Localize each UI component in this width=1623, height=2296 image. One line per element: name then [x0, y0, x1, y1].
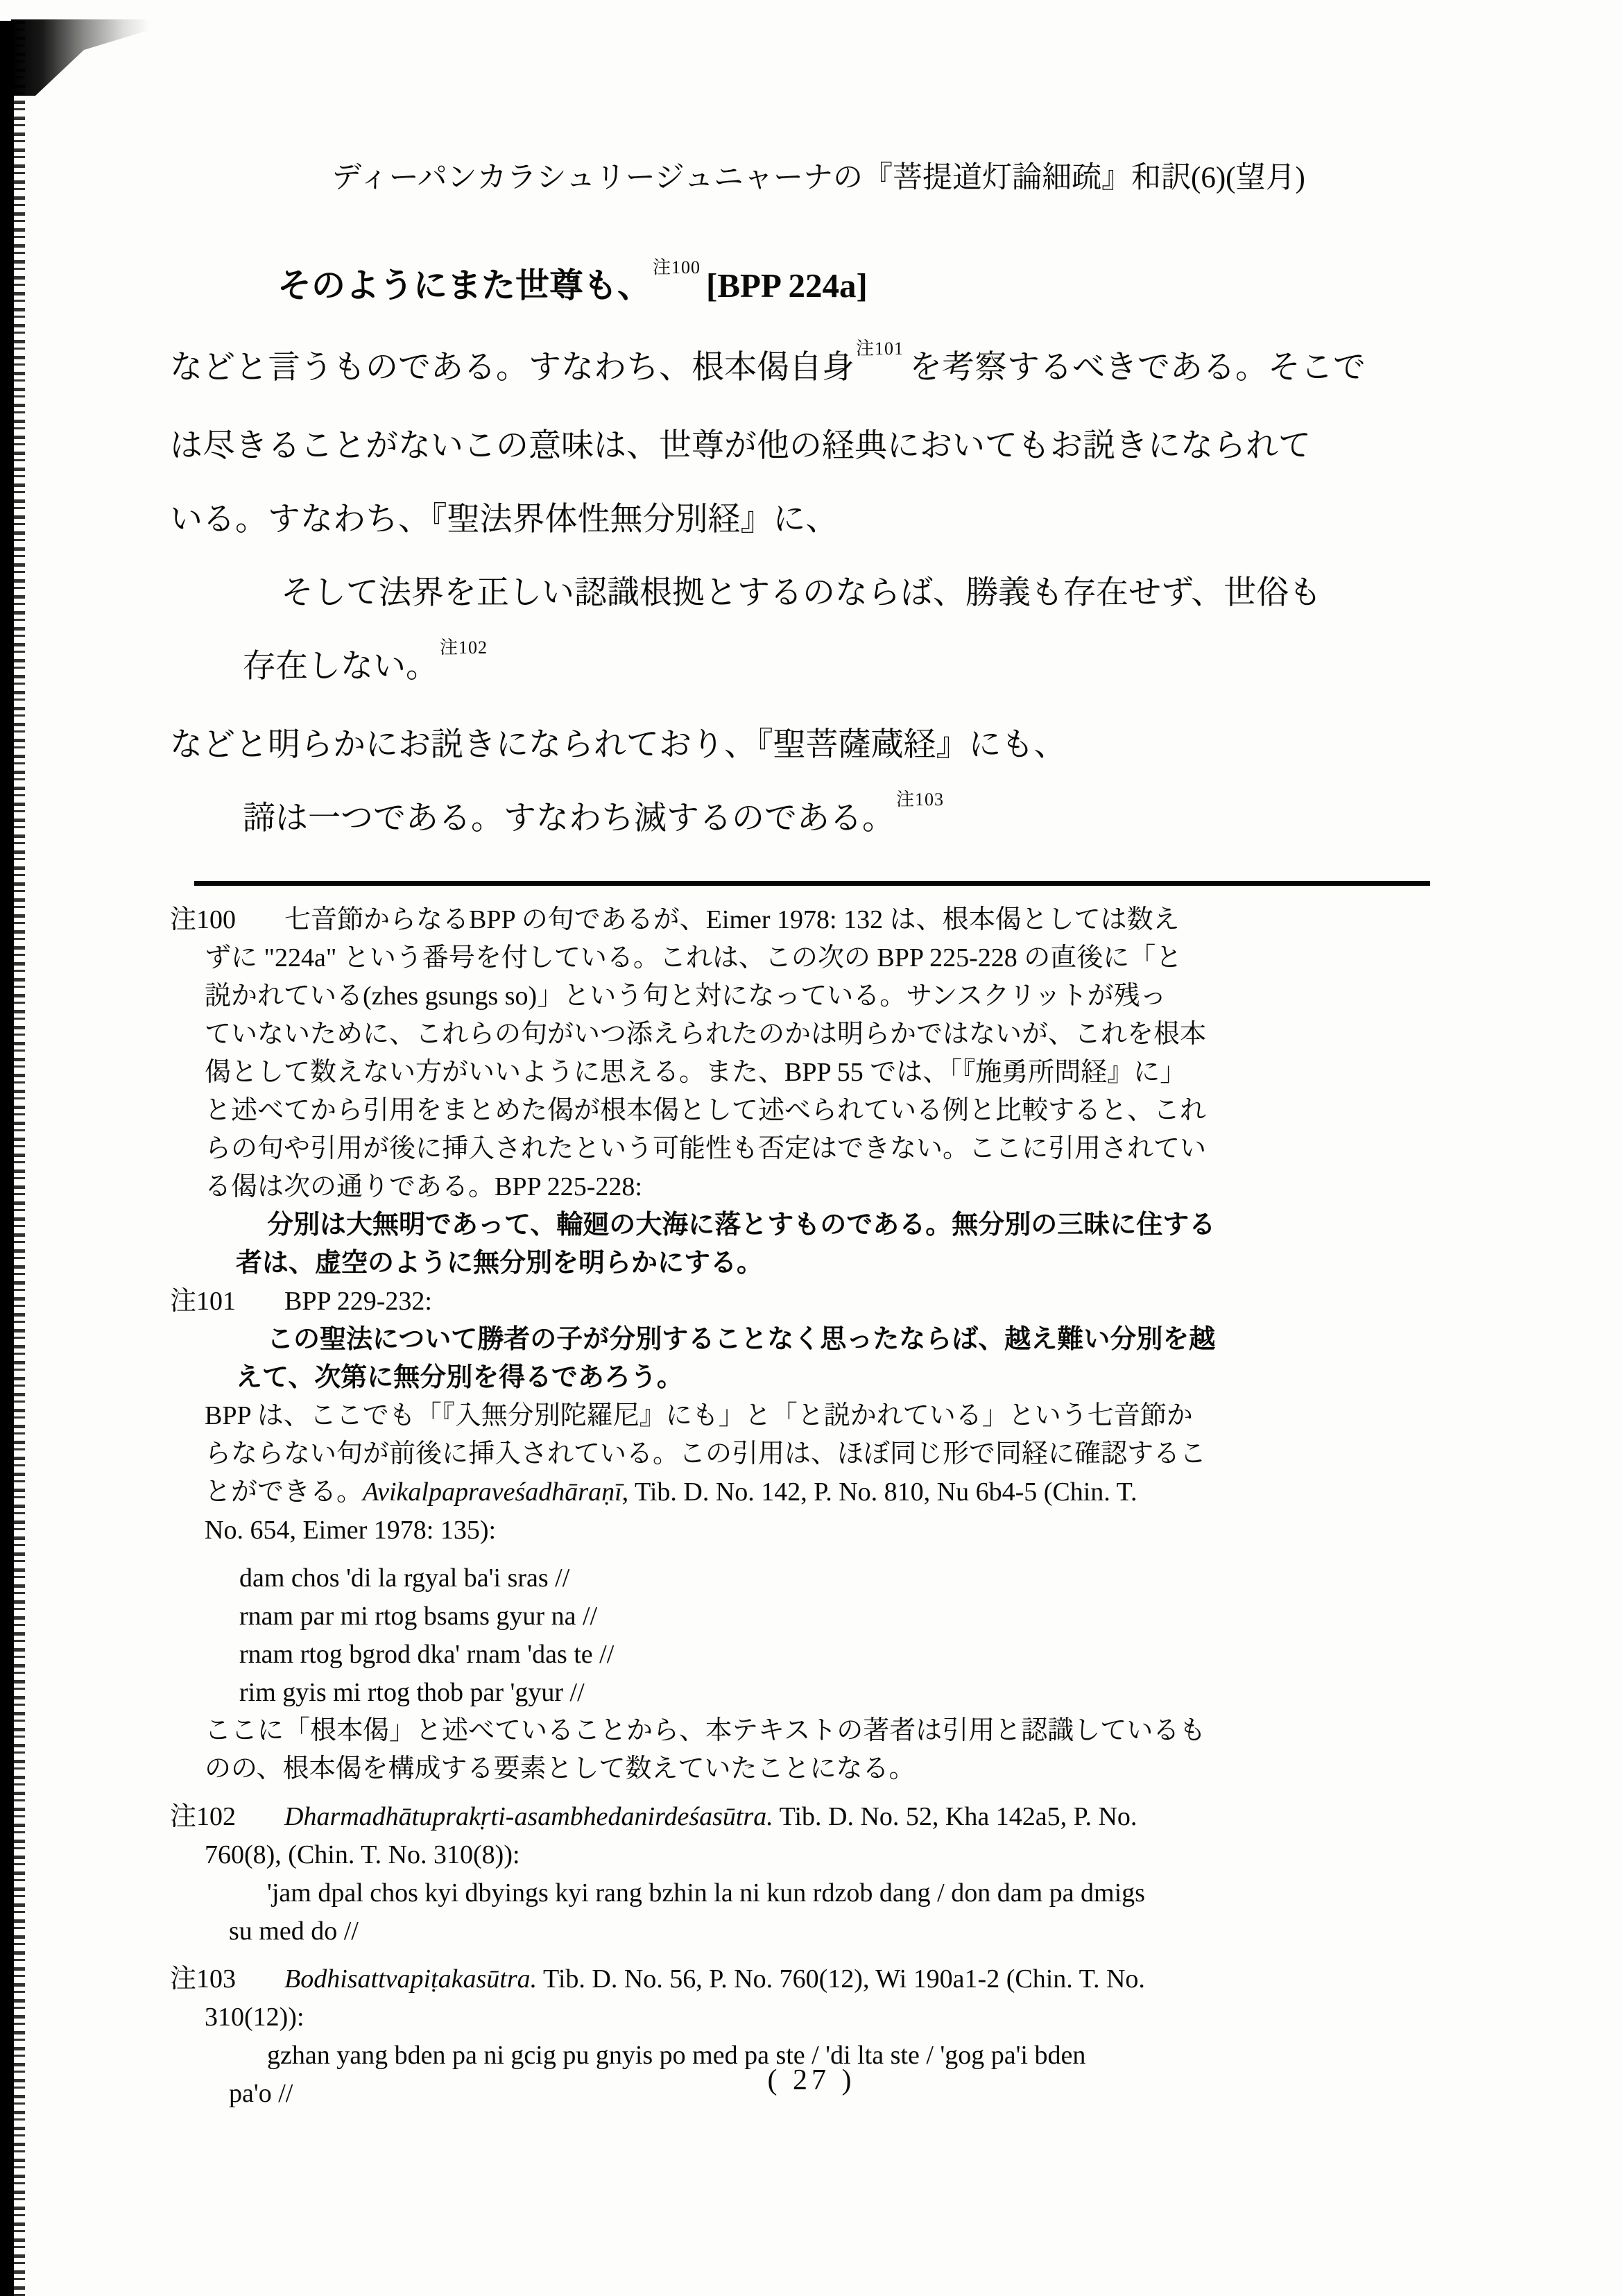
- footnote-text-line: 760(8), (Chin. T. No. 310(8)):: [205, 1840, 520, 1869]
- footnote-text-line: ていないために、これらの句がいつ添えられたのかは明らかではないが、これを根本: [205, 1020, 1207, 1049]
- footnote-verse-quote: この聖法について勝者の子が分別することなく思ったならば、越え難い分別を越: [267, 1325, 1216, 1354]
- footnote-text-line: 偈として数えない方がいいように思える。また、BPP 55 では、「『施勇所問経』に」: [205, 1058, 1187, 1087]
- footnote-103: [170, 1960, 1467, 1998]
- footnote-text-line: 説かれている(zhes gsungs so)」という句と対になっている。サンスクリットが残っ: [205, 982, 1167, 1011]
- footnote-label: 注102: [170, 1802, 237, 1831]
- block-quote-1: [170, 556, 1467, 708]
- page-content: [170, 0, 1467, 2113]
- quote-line: [243, 630, 1467, 708]
- page-number: ( 27 ): [767, 2064, 856, 2096]
- quote-line: そして法界を正しい認識根拠とするのならば、勝義も存在せず、世俗も: [281, 575, 1322, 611]
- footnote-102-verse-continuation: [170, 1912, 1467, 1951]
- footnote-100-continuation: [170, 939, 1467, 1206]
- running-header: ディーパンカラシュリージュニャーナの『菩提道灯論細疏』和訳(6)(望月): [332, 162, 1305, 194]
- footnote-100: [170, 901, 1467, 939]
- tibetan-verse-line: dam chos 'di la rgyal ba'i sras //: [239, 1563, 570, 1593]
- sanskrit-title: Dharmadhātuprakṛti-asambhedanirdeśasūtra.: [284, 1802, 773, 1831]
- heading-citation: [BPP 224a]: [706, 266, 868, 305]
- tibetan-prose-line: su med do //: [229, 1917, 359, 1946]
- footnote-101-quote-continuation: [170, 1359, 1467, 1397]
- footnote-ref-102: 注102: [440, 637, 488, 658]
- tibetan-prose-line: 'jam dpal chos kyi dbyings kyi rang bzhin la ni kun rdzob dang / don dam pa dmigs: [267, 1878, 1145, 1908]
- footnote-text: Tib. D. No. 52, Kha 142a5, P. No.: [773, 1802, 1137, 1831]
- tibetan-verse-line: rim gyis mi rtog thob par 'gyur //: [239, 1678, 585, 1707]
- sanskrit-title: Avikalpapraveśadhāraṇī: [363, 1477, 622, 1507]
- scan-noise-artifact: [11, 19, 184, 96]
- footnote-text-line: と述べてから引用をまとめた偈が根本偈として述べられている例と比較すると、これ: [205, 1096, 1207, 1125]
- section-heading: [277, 259, 1467, 307]
- block-quote-2: [243, 782, 1467, 860]
- footnote-text-line: のの、根本偈を構成する要素として数えていたことになる。: [205, 1754, 916, 1783]
- body-text: などと言うものである。すなわち、根本偈自身: [170, 350, 855, 386]
- footnote-text-line: 310(12)):: [205, 2003, 304, 2032]
- footnote-ref-103: 注103: [896, 789, 945, 809]
- footnote-text-line: る偈は次の通りである。BPP 225-228:: [205, 1172, 642, 1201]
- footnote-text-line: BPP は、ここでも「『入無分別陀羅尼』にも」と「と説かれている」という七音節か: [205, 1401, 1193, 1430]
- sanskrit-title: Bodhisattvapiṭakasūtra.: [284, 1964, 538, 1994]
- footnote-101-tibetan-verse: [170, 1559, 1467, 1712]
- body-line: いる。すなわち、『聖法界体性無分別経』に、: [170, 502, 839, 538]
- heading-text: そのようにまた世尊も、: [277, 266, 652, 305]
- tibetan-verse-line: rnam rtog bgrod dka' rnam 'das te //: [239, 1640, 615, 1669]
- tibetan-verse-line: rnam par mi rtog bsams gyur na //: [239, 1602, 598, 1631]
- footnote-100-quote-continuation: [170, 1244, 1467, 1283]
- tibetan-prose-line: gzhan yang bden pa ni gcig pu gnyis po med pa ste / 'di lta ste / 'gog pa'i bden: [267, 2041, 1086, 2070]
- quote-text: 諦は一つである。すなわち滅するのである。: [243, 800, 895, 837]
- footnote-text-line: らの句や引用が後に挿入されたという可能性も否定はできない。ここに引用されてい: [205, 1134, 1207, 1163]
- footnote-101-closing: [170, 1712, 1467, 1788]
- body-paragraph-2: などと明らかにお説きになられており、『聖菩薩蔵経』にも、: [170, 727, 1067, 763]
- footnote-text: BPP 229-232:: [284, 1287, 432, 1316]
- footnote-ref-101: 注101: [856, 339, 904, 359]
- footnote-text: 七音節からなるBPP の句であるが、Eimer 1978: 132 は、根本偈としては数え: [284, 905, 1180, 934]
- body-text: を考察するべきである。そこで: [909, 350, 1366, 386]
- footnote-verse-quote-line: 者は、虚空のように無分別を明らかにする。: [236, 1249, 764, 1278]
- footnote-101-body: [170, 1397, 1467, 1473]
- footnote-reference-line: [205, 1473, 1467, 1511]
- footnote-reference-line: No. 654, Eimer 1978: 135):: [205, 1516, 497, 1545]
- footnote-label: 注103: [170, 1964, 237, 1994]
- footnote-separator-rule: [194, 881, 1430, 886]
- footnote-102-continuation: [170, 1836, 1467, 1874]
- footnote-text-line: らならない句が前後に挿入されている。この引用は、ほぼ同じ形で同経に確認するこ: [205, 1439, 1207, 1468]
- quote-text: 存在しない。: [243, 649, 438, 685]
- body-line: [170, 331, 1467, 409]
- body-line: は尽きることがないこの意味は、世尊が他の経典においてもお説きになられて: [170, 428, 1311, 464]
- footnote-text: , Tib. D. No. 142, P. No. 810, Nu 6b4-5 (Chin. T.: [621, 1477, 1137, 1507]
- body-paragraph-1: [170, 331, 1467, 556]
- footnote-102: [170, 1798, 1467, 1836]
- tibetan-prose-line: pa'o //: [229, 2079, 293, 2108]
- footnote-label: 注100: [170, 905, 237, 934]
- footnote-text-line: ずに "224a" という番号を付している。これは、この次の BPP 225-228 の直後に「と: [205, 943, 1183, 973]
- footnote-ref-100: 注100: [653, 257, 701, 277]
- footnotes-section: [170, 901, 1467, 2113]
- footnote-text: とができる。: [205, 1477, 363, 1507]
- footnote-verse-quote: 分別は大無明であって、輪廻の大海に落とすものである。無分別の三昧に住する: [267, 1210, 1216, 1240]
- footnote-103-continuation: [170, 1998, 1467, 2037]
- scan-edge-artifact: [0, 21, 14, 2296]
- footnote-label: 注101: [170, 1287, 237, 1316]
- footnote-101: [170, 1283, 1467, 1321]
- footnote-text: Tib. D. No. 56, P. No. 760(12), Wi 190a1-2 (Chin. T. No.: [537, 1964, 1145, 1994]
- footnote-verse-quote-line: えて、次第に無分別を得るであろう。: [236, 1363, 683, 1392]
- footnote-text-line: ここに「根本偈」と述べていることから、本テキストの著者は引用と認識しているも: [205, 1716, 1206, 1745]
